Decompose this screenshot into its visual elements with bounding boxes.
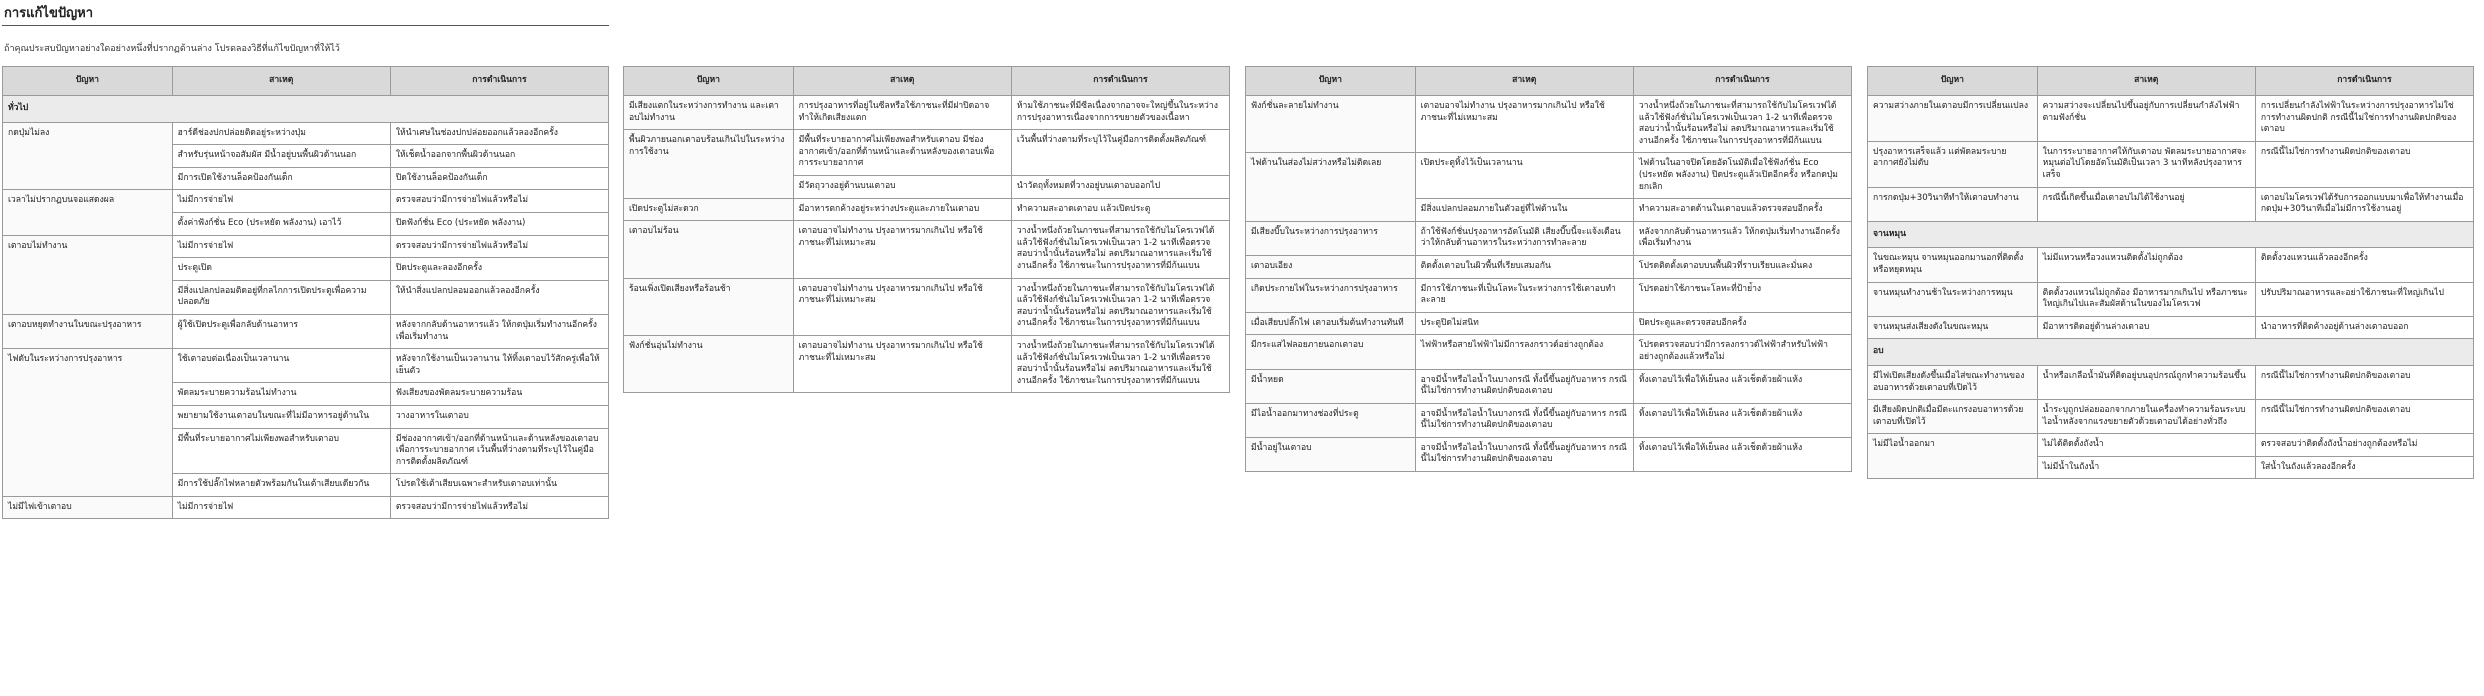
cause-cell: มีอาหารตกค้างอยู่ระหว่างประตูและภายในเตาอบ [793, 198, 1011, 221]
table-row [1246, 278, 1852, 312]
table-header-row [3, 67, 609, 96]
table-row [1868, 96, 2474, 142]
action-cell: ทำความสะอาดด้านในเตาอบแล้วตรวจสอบอีกครั้ง [1633, 199, 1851, 222]
cause-cell: มีการใช้ภาชนะที่เป็นโลหะในระหว่างการใช้เตาอบทำละลาย [1415, 278, 1633, 312]
section-heading: ทั่วไป [3, 96, 609, 123]
cause-cell: ไม่มีการจ่ายไฟ [172, 496, 390, 519]
action-cell: กรณีนี้ไม่ใช่การทำงานผิดปกติของเตาอบ [2255, 141, 2473, 187]
problem-cell: การกดปุ่ม+30วินาทีทำให้เตาอบทำงาน [1868, 187, 2038, 221]
action-cell: ปรับปริมาณอาหารและอย่าใช้ภาชนะที่ใหญ่เกินไป [2255, 282, 2473, 316]
problem-cell: มีน้ำอยู่ในเตาอบ [1246, 437, 1416, 471]
cause-cell: ไม่ได้ติดตั้งถังน้ำ [2037, 434, 2255, 457]
table-row [1868, 282, 2474, 316]
cause-cell: ความสว่างจะเปลี่ยนไปขึ้นอยู่กับการเปลี่ยนกำลังไฟฟ้าตามฟังก์ชั่น [2037, 96, 2255, 142]
action-cell: วางน้ำหนึ่งถ้วยในภาชนะที่สามารถใช้กับไมโครเวฟได้ แล้วใช้ฟังก์ชั่นไมโครเวฟเป็นเวลา 1-2 นาทีเพื่อตรวจสอบว่าน้ำนั้นร้อนหรือไม่ ลดปริมาณอาหารและเริ่มใช้งานอีกครั้ง ใช้ภาชนะในการปรุงอาหารที่มีก้นแบน [1011, 221, 1229, 278]
cause-cell: ผู้ใช้เปิดประตูเพื่อกลับด้านอาหาร [172, 314, 390, 348]
problem-cell: มีน้ำหยด [1246, 369, 1416, 403]
cause-cell: มีสิ่งแปลกปลอมภายในตัวอยู่ที่ไฟด้านใน [1415, 199, 1633, 222]
problem-cell: ฟังก์ชั่นละลายไม่ทำงาน [1246, 96, 1416, 153]
cause-cell: เตาอบอาจไม่ทำงาน ปรุงอาหารมากเกินไป หรือใช้ภาชนะที่ไม่เหมาะสม [793, 278, 1011, 335]
problem-cell: ความสว่างภายในเตาอบมีการเปลี่ยนแปลง [1868, 96, 2038, 142]
table-row [1246, 96, 1852, 153]
section-row [1868, 339, 2474, 366]
action-cell: เว้นพื้นที่ว่างตามที่ระบุไว้ในคู่มือการติดตั้งผลิตภัณฑ์ [1011, 130, 1229, 176]
cause-cell: อาจมีน้ำหรือไอน้ำในบางกรณี ทั้งนี้ขึ้นอยู่กับอาหาร กรณีนี้ไม่ใช่การทำงานผิดปกติของเตาอบ [1415, 403, 1633, 437]
action-cell: วางอาหารในเตาอบ [390, 405, 608, 428]
action-cell: ทิ้งเตาอบไว้เพื่อให้เย็นลง แล้วเช็ดด้วยผ้าแห้ง [1633, 437, 1851, 471]
action-cell: โปรดอย่าใช้ภาชนะโลหะที่ป้าย่้าง [1633, 278, 1851, 312]
action-cell: ใส่น้ำในถังแล้วลองอีกครั้ง [2255, 456, 2473, 479]
action-cell: นำอาหารที่ติดค้างอยู่ด้านล่างเตาอบออก [2255, 316, 2473, 339]
table-row [1246, 153, 1852, 199]
cause-cell: ไฟฟ้าหรือสายไฟฟ้าไม่มีการลงกราวด์อย่างถูกต้อง [1415, 335, 1633, 369]
problem-cell: มีไฟเปิดเสียงดังขึ้นเมื่อไส่ขณะทำงานของอบอาหารด้วยเตาอบที่เปิดไว้ [1868, 365, 2038, 399]
problem-cell: เปิดประตูไม่สะดวก [624, 198, 794, 221]
cause-cell: เตาอบอาจไม่ทำงาน ปรุงอาหารมากเกินไป หรือใช้ภาชนะที่ไม่เหมาะสม [793, 221, 1011, 278]
action-cell: ทำความสะอาดเตาอบ แล้วเปิดประตู [1011, 198, 1229, 221]
cause-cell: มีการใช้ปลั๊กไฟหลายตัวพร้อมกันในเต้าเสียบเดียวกัน [172, 474, 390, 497]
table-row [1868, 141, 2474, 187]
cause-cell: สำหรับรุ่นหน้าจอสัมผัส มีน้ำอยู่บนพื้นผิวด้านนอก [172, 145, 390, 168]
troubleshooting-table-4 [1867, 66, 2474, 479]
problem-cell: เตาอบเอียง [1246, 255, 1416, 278]
problem-cell: เมื่อเสียบปลั๊กไฟ เตาอบเริ่มต้นทำงานทันที [1246, 312, 1416, 335]
cause-cell: ไม่มีการจ่ายไฟ [172, 235, 390, 258]
cause-cell: ประตูปิดไม่สนิท [1415, 312, 1633, 335]
table-row [1246, 335, 1852, 369]
column-header-action: การดำเนินการ [1011, 67, 1229, 96]
action-cell: หลังจากกลับด้านอาหารแล้ว ให้กดปุ่มเริ่มทำงานอีกครั้งเพื่อเริ่มทำงาน [1633, 221, 1851, 255]
cause-cell: น้ำระบุถูกปล่อยออกจากภายในเครื่องทำความร้อนระบบไอน้ำหลังจากแรงขยายตัวด้วยเตาอบได้อย่างทั่วถึง [2037, 400, 2255, 434]
action-cell: วางน้ำหนึ่งถ้วยในภาชนะที่สามารถใช้กับไมโครเวฟได้ แล้วใช้ฟังก์ชั่นไมโครเวฟเป็นเวลา 1-2 นาทีเพื่อตรวจสอบว่าน้ำนั้นร้อนหรือไม่ ลดปริมาณอาหารและเริ่มใช้งานอีกครั้ง ใช้ภาชนะในการปรุงอาหารที่มีก้นแบน [1011, 278, 1229, 335]
section-heading: จานหมุน [1868, 221, 2474, 248]
cause-cell: การปรุงอาหารที่อยู่ในซีลหรือใช้ภาชนะที่มีฝาปิดอาจทำให้เกิดเสียงแตก [793, 96, 1011, 130]
cause-cell: น้ำหรือเกลือน้ำมันที่ติดอยู่บนอุปกรณ์ถูกทำความร้อนขึ้น [2037, 365, 2255, 399]
table-row [624, 335, 1230, 392]
action-cell: ให้นำเศษในช่องปกปล่อยออกแล้วลองอีกครั้ง [390, 122, 608, 145]
cause-cell: มีอาหารติดอยู่ด้านล่างเตาอบ [2037, 316, 2255, 339]
problem-cell: ปรุงอาหารเสร็จแล้ว แต่พัดลมระบายอากาศยังไม่ดับ [1868, 141, 2038, 187]
table-row [3, 190, 609, 213]
problem-cell: เตาอบไม่ทำงาน [3, 235, 173, 314]
problem-cell: ในขณะหมุน จานหมุนออกมานอกที่ติดตั้งหรือหยุดหมุน [1868, 248, 2038, 282]
cause-cell: พยายามใช้งานเตาอบในขณะที่ไม่มีอาหารอยู่ด้านใน [172, 405, 390, 428]
action-cell: กรณีนี้ไม่ใช่การทำงานผิดปกติของเตาอบ [2255, 365, 2473, 399]
cause-cell: มีพื้นที่ระบายอากาศไม่เพียงพอสำหรับเตาอบ มีช่องอากาศเข้า/ออกที่ด้านหน้าและด้านหลังของเตาอบเพื่อการระบายอากาศ [793, 130, 1011, 176]
column-header-action: การดำเนินการ [390, 67, 608, 96]
table-row [1868, 434, 2474, 457]
table-row [3, 122, 609, 145]
table-header-row [1868, 67, 2474, 96]
problem-cell: เวลาไม่ปรากฏบนจอแสดงผล [3, 190, 173, 235]
action-cell: ติดตั้งวงแหวนแล้วลองอีกครั้ง [2255, 248, 2473, 282]
action-cell: ปิดใช้งานล็อคป้องกันเด็ก [390, 167, 608, 190]
column-header-cause: สาเหตุ [793, 67, 1011, 96]
table-row [1246, 312, 1852, 335]
problem-cell: ไม่มีไฟเข้าเตาอบ [3, 496, 173, 519]
table-row [624, 278, 1230, 335]
problem-cell: มีเสียงแตกในระหว่างการทำงาน และเตาอบไม่ทำงาน [624, 96, 794, 130]
problem-cell: ร้อนเพิ่งเปิดเสียงหรือร้อนช้า [624, 278, 794, 335]
cause-cell: อาจมีน้ำหรือไอน้ำในบางกรณี ทั้งนี้ขึ้นอยู่กับอาหาร กรณีนี้ไม่ใช่การทำงานผิดปกติของเตาอบ [1415, 369, 1633, 403]
action-cell: ห้ามใช้ภาชนะที่มีซีลเนื่องจากอาจจะใหญ่ขึ้นในระหว่างการปรุงอาหารเนื่องจากการขยายตัวของเนื้อหา [1011, 96, 1229, 130]
table-row [1868, 316, 2474, 339]
table-row [3, 235, 609, 258]
table-row [624, 96, 1230, 130]
troubleshooting-table-2 [623, 66, 1230, 393]
column-header-problem: ปัญหา [3, 67, 173, 96]
table-row [1868, 187, 2474, 221]
table-row [1868, 248, 2474, 282]
cause-cell: กรณีนี้เกิดขึ้นเมื่อเตาอบไม่ได้ใช้งานอยู่ [2037, 187, 2255, 221]
table-row [1868, 365, 2474, 399]
action-cell: ทิ้งเตาอบไว้เพื่อให้เย็นลง แล้วเช็ดด้วยผ้าแห้ง [1633, 403, 1851, 437]
table-header-row [624, 67, 1230, 96]
table-row [1246, 437, 1852, 471]
action-cell: การเปลี่ยนกำลังไฟฟ้าในระหว่างการปรุงอาหารไม่ใช่การทำงานผิดปกติ กรณีนี้ไม่ใช่การทำงานผิดปกติของเตาอบ [2255, 96, 2473, 142]
problem-cell: กดปุ่มไม่ลง [3, 122, 173, 190]
intro-text: ถ้าคุณประสบปัญหาอย่างใดอย่างหนึ่งที่ปรากฏด้านล่าง โปรดลองวิธีที่แก้ไขปัญหาที่ให้ไว้ [4, 44, 340, 54]
page-title: การแก้ไขปัญหา [4, 6, 94, 21]
cause-cell: อาจมีน้ำหรือไอน้ำในบางกรณี ทั้งนี้ขึ้นอยู่กับอาหาร กรณีนี้ไม่ใช่การทำงานผิดปกติของเตาอบ [1415, 437, 1633, 471]
cause-cell: ไม่มีน้ำในถังน้ำ [2037, 456, 2255, 479]
action-cell: หลังจากใช้งานเป็นเวลานาน ให้ทิ้งเตาอบไว้สักครู่เพื่อให้เย็นตัว [390, 349, 608, 383]
problem-cell: มีเสียงผิดปกติเมื่อมีตะแกรงอบอาหารด้วยเตาอบที่เปิดไว้ [1868, 400, 2038, 434]
action-cell: ปิดฟังก์ชั่น Eco (ประหยัด พลังงาน) [390, 212, 608, 235]
problem-cell: ไฟดับในระหว่างการปรุงอาหาร [3, 349, 173, 497]
action-cell: ตรวจสอบว่ามีการจ่ายไฟแล้วหรือไม่ [390, 235, 608, 258]
section-row [3, 96, 609, 123]
title-divider [2, 25, 609, 26]
section-row [1868, 221, 2474, 248]
problem-cell: เกิดประกายไฟในระหว่างการปรุงอาหาร [1246, 278, 1416, 312]
action-cell: วางน้ำหนึ่งถ้วยในภาชนะที่สามารถใช้กับไมโครเวฟได้ แล้วใช้ฟังก์ชั่นไมโครเวฟเป็นเวลา 1-2 นาทีเพื่อตรวจสอบว่าน้ำนั้นร้อนหรือไม่ ลดปริมาณอาหารและเริ่มใช้งานอีกครั้ง ใช้ภาชนะในการปรุงอาหารที่มีก้นแบน [1633, 96, 1851, 153]
cause-cell: ฮาร์ดีช่องปกปล่อยติดอยู่ระหว่างปุ่ม [172, 122, 390, 145]
cause-cell: ถ้าใช้ฟังก์ชั่นปรุงอาหารอัตโนมัติ เสียงบี๊บนี้จะแจ้งเตือนว่าให้กลับด้านอาหารในระหว่างการทำละลาย [1415, 221, 1633, 255]
column-header-cause: สาเหตุ [1415, 67, 1633, 96]
problem-cell: พื้นผิวภายนอกเตาอบร้อนเกินไปในระหว่างการใช้งาน [624, 130, 794, 198]
cause-cell: ประตูเปิด [172, 258, 390, 281]
action-cell: เตาอบไมโครเวฟได้รับการออกแบบมาเพื่อให้ทำงานเมื่อกดปุ่ม+30วินาทีเมื่อไม่มีการใช้งานอยู่ [2255, 187, 2473, 221]
action-cell: ให้นำสิ่งแปลกปลอมออกแล้วลองอีกครั้ง [390, 280, 608, 314]
problem-cell: มีกระแสไฟลอยภายนอกเตาอบ [1246, 335, 1416, 369]
action-cell: ปิดประตูและลองอีกครั้ง [390, 258, 608, 281]
table-row [1246, 369, 1852, 403]
problem-cell: จานหมุนทำงานช้าในระหว่างการหมุน [1868, 282, 2038, 316]
table-row [1246, 255, 1852, 278]
action-cell: ฟังเสียงของพัดลมระบายความร้อน [390, 383, 608, 406]
problem-cell: เตาอบหยุดทำงานในขณะปรุงอาหาร [3, 314, 173, 348]
table-row [3, 496, 609, 519]
cause-cell: มีวัตถุวางอยู่ด้านบนเตาอบ [793, 175, 1011, 198]
cause-cell: เตาอบอาจไม่ทำงาน ปรุงอาหารมากเกินไป หรือใช้ภาชนะที่ไม่เหมาะสม [793, 335, 1011, 392]
column-header-cause: สาเหตุ [2037, 67, 2255, 96]
action-cell: ตรวจสอบว่ามีการจ่ายไฟแล้วหรือไม่ [390, 496, 608, 519]
column-header-problem: ปัญหา [624, 67, 794, 96]
action-cell: นำวัตถุทั้งหมดที่วางอยู่บนเตาอบออกไป [1011, 175, 1229, 198]
problem-cell: มีไอน้ำออกมาทางช่องที่ประตู [1246, 403, 1416, 437]
column-header-problem: ปัญหา [1246, 67, 1416, 96]
cause-cell: ติดตั้งวงแหวนไม่ถูกต้อง มีอาหารมากเกินไป หรือภาชนะใหญ่เกินไปและสัมผัสด้านในของไมโครเวฟ [2037, 282, 2255, 316]
troubleshooting-table-1 [2, 66, 609, 519]
problem-cell: ไม่มีไอน้ำออกมา [1868, 434, 2038, 479]
cause-cell: ติดตั้งเตาอบในผิวพื้นที่เรียบเสมอกัน [1415, 255, 1633, 278]
problem-cell: จานหมุนส่งเสียงดังในขณะหมุน [1868, 316, 2038, 339]
action-cell: โปรดติดตั้งเตาอบบนพื้นผิวที่ราบเรียบและมั่นคง [1633, 255, 1851, 278]
action-cell: ปิดประตูและตรวจสอบอีกครั้ง [1633, 312, 1851, 335]
table-row [1246, 221, 1852, 255]
cause-cell: ในการระบายอากาศให้กับเตาอบ พัดลมระบายอากาศจะหมุนต่อไปโดยอัตโนมัติเป็นเวลา 3 นาทีหลังปรุงอาหารเสร็จ [2037, 141, 2255, 187]
problem-cell: ไฟด้านในส่องไม่สว่างหรือไม่ติดเลย [1246, 153, 1416, 221]
action-cell: ตรวจสอบว่าติดตั้งถังน้ำอย่างถูกต้องหรือไม่ [2255, 434, 2473, 457]
column-header-action: การดำเนินการ [2255, 67, 2473, 96]
table-row [1868, 400, 2474, 434]
problem-cell: ฟังก์ชั่นอุ่นไม่ทำงาน [624, 335, 794, 392]
table-row [1246, 403, 1852, 437]
action-cell: ตรวจสอบว่ามีการจ่ายไฟแล้วหรือไม่ [390, 190, 608, 213]
section-heading: อบ [1868, 339, 2474, 366]
table-row [624, 198, 1230, 221]
table-header-row [1246, 67, 1852, 96]
cause-cell: ใช้เตาอบต่อเนื่องเป็นเวลานาน [172, 349, 390, 383]
table-row [624, 221, 1230, 278]
troubleshooting-table-3 [1245, 66, 1852, 472]
table-row [3, 314, 609, 348]
cause-cell: ไม่มีการจ่ายไฟ [172, 190, 390, 213]
cause-cell: ตั้งค่าฟังก์ชั่น Eco (ประหยัด พลังงาน) เอาไว้ [172, 212, 390, 235]
cause-cell: เตาอบอาจไม่ทำงาน ปรุงอาหารมากเกินไป หรือใช้ภาชนะที่ไม่เหมาะสม [1415, 96, 1633, 153]
action-cell: ทิ้งเตาอบไว้เพื่อให้เย็นลง แล้วเช็ดด้วยผ้าแห้ง [1633, 369, 1851, 403]
action-cell: โปรดใช้เต้าเสียบเฉพาะสำหรับเตาอบเท่านั้น [390, 474, 608, 497]
problem-cell: มีเสียงบี๊บในระหว่างการปรุงอาหาร [1246, 221, 1416, 255]
action-cell: ให้เช็ดน้ำออกจากพื้นผิวด้านนอก [390, 145, 608, 168]
column-header-action: การดำเนินการ [1633, 67, 1851, 96]
action-cell: ไฟด้านในอาจปิดโดยอัตโนมัติเมื่อใช้ฟังก์ชั่น Eco (ประหยัด พลังงาน) ปิดประตูแล้วเปิดอีกครั้ง หรือกดปุ่มยกเลิก [1633, 153, 1851, 199]
cause-cell: มีพื้นที่ระบายอากาศไม่เพียงพอสำหรับเตาอบ [172, 428, 390, 474]
table-row [3, 349, 609, 383]
cause-cell: ไม่มีแหวนหรือวงแหวนติดตั้งไม่ถูกต้อง [2037, 248, 2255, 282]
cause-cell: พัดลมระบายความร้อนไม่ทำงาน [172, 383, 390, 406]
problem-cell: เตาอบไม่ร้อน [624, 221, 794, 278]
action-cell: มีช่องอากาศเข้า/ออกที่ด้านหน้าและด้านหลังของเตาอบเพื่อการระบายอากาศ เว้นพื้นที่ว่างตามที่ระบุไว้ในคู่มือการติดตั้งผลิตภัณฑ์ [390, 428, 608, 474]
action-cell: โปรดตรวจสอบว่ามีการลงกราวด์ไฟฟ้าสำหรับไฟฟ้าอย่างถูกต้องแล้วหรือไม่ [1633, 335, 1851, 369]
action-cell: กรณีนี้ไม่ใช่การทำงานผิดปกติของเตาอบ [2255, 400, 2473, 434]
table-row [624, 130, 1230, 176]
column-header-problem: ปัญหา [1868, 67, 2038, 96]
action-cell: หลังจากกลับด้านอาหารแล้ว ให้กดปุ่มเริ่มทำงานอีกครั้งเพื่อเริ่มทำงาน [390, 314, 608, 348]
action-cell: วางน้ำหนึ่งถ้วยในภาชนะที่สามารถใช้กับไมโครเวฟได้ แล้วใช้ฟังก์ชั่นไมโครเวฟเป็นเวลา 1-2 นาทีเพื่อตรวจสอบว่าน้ำนั้นร้อนหรือไม่ ลดปริมาณอาหารและเริ่มใช้งานอีกครั้ง ใช้ภาชนะในการปรุงอาหารที่มีก้นแบน [1011, 335, 1229, 392]
cause-cell: มีสิ่งแปลกปลอมติดอยู่ที่กลไกการเปิดประตูเพื่อความปลอดภัย [172, 280, 390, 314]
column-header-cause: สาเหตุ [172, 67, 390, 96]
cause-cell: มีการเปิดใช้งานล็อคป้องกันเด็ก [172, 167, 390, 190]
cause-cell: เปิดประตูทิ้งไว้เป็นเวลานาน [1415, 153, 1633, 199]
